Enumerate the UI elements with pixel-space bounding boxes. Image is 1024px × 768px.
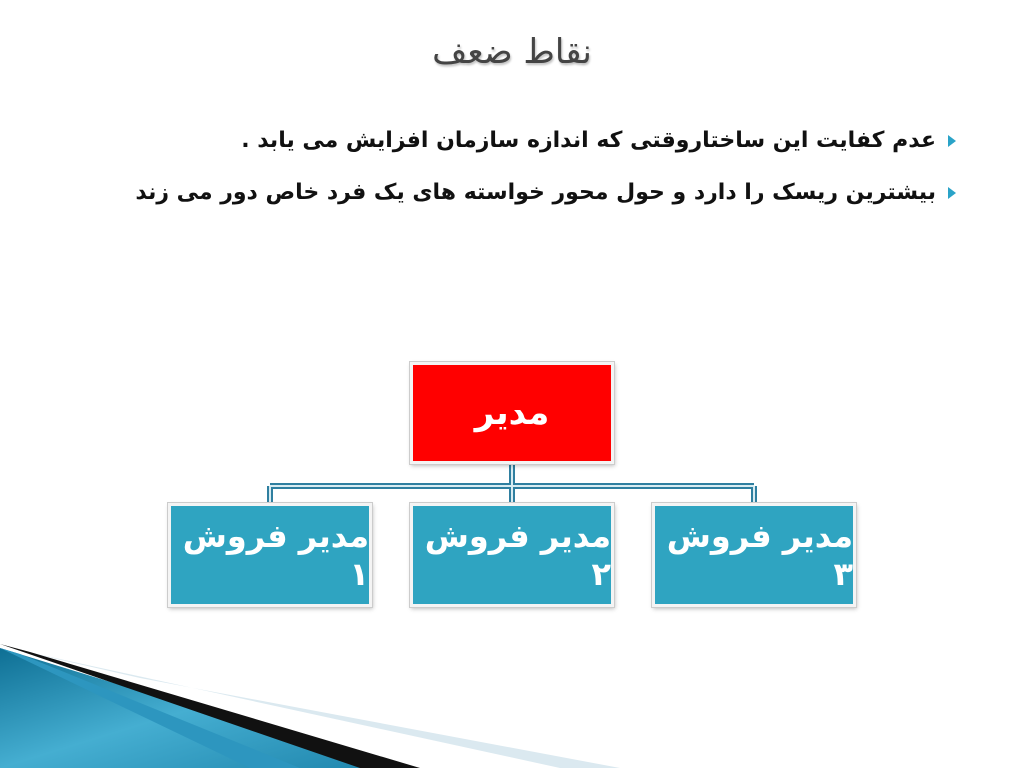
org-node-manager: مدیر [410,362,614,464]
decorative-corner-swoosh [0,638,620,768]
slide-title: نقاط ضعف [432,32,592,72]
org-node-sales-manager-2: مدیر فروش ۲ [410,503,614,607]
bullet-text: عدم کفایت این ساختاروقتی که اندازه سازمان افزایش می یابد . [241,128,936,153]
org-node-sales-manager-1: مدیر فروش ۱ [168,503,372,607]
org-node-sales-manager-3: مدیر فروش ۳ [652,503,856,607]
bullet-text: بیشترین ریسک را دارد و حول محور خواسته های یک فرد خاص دور می زند [135,180,936,205]
